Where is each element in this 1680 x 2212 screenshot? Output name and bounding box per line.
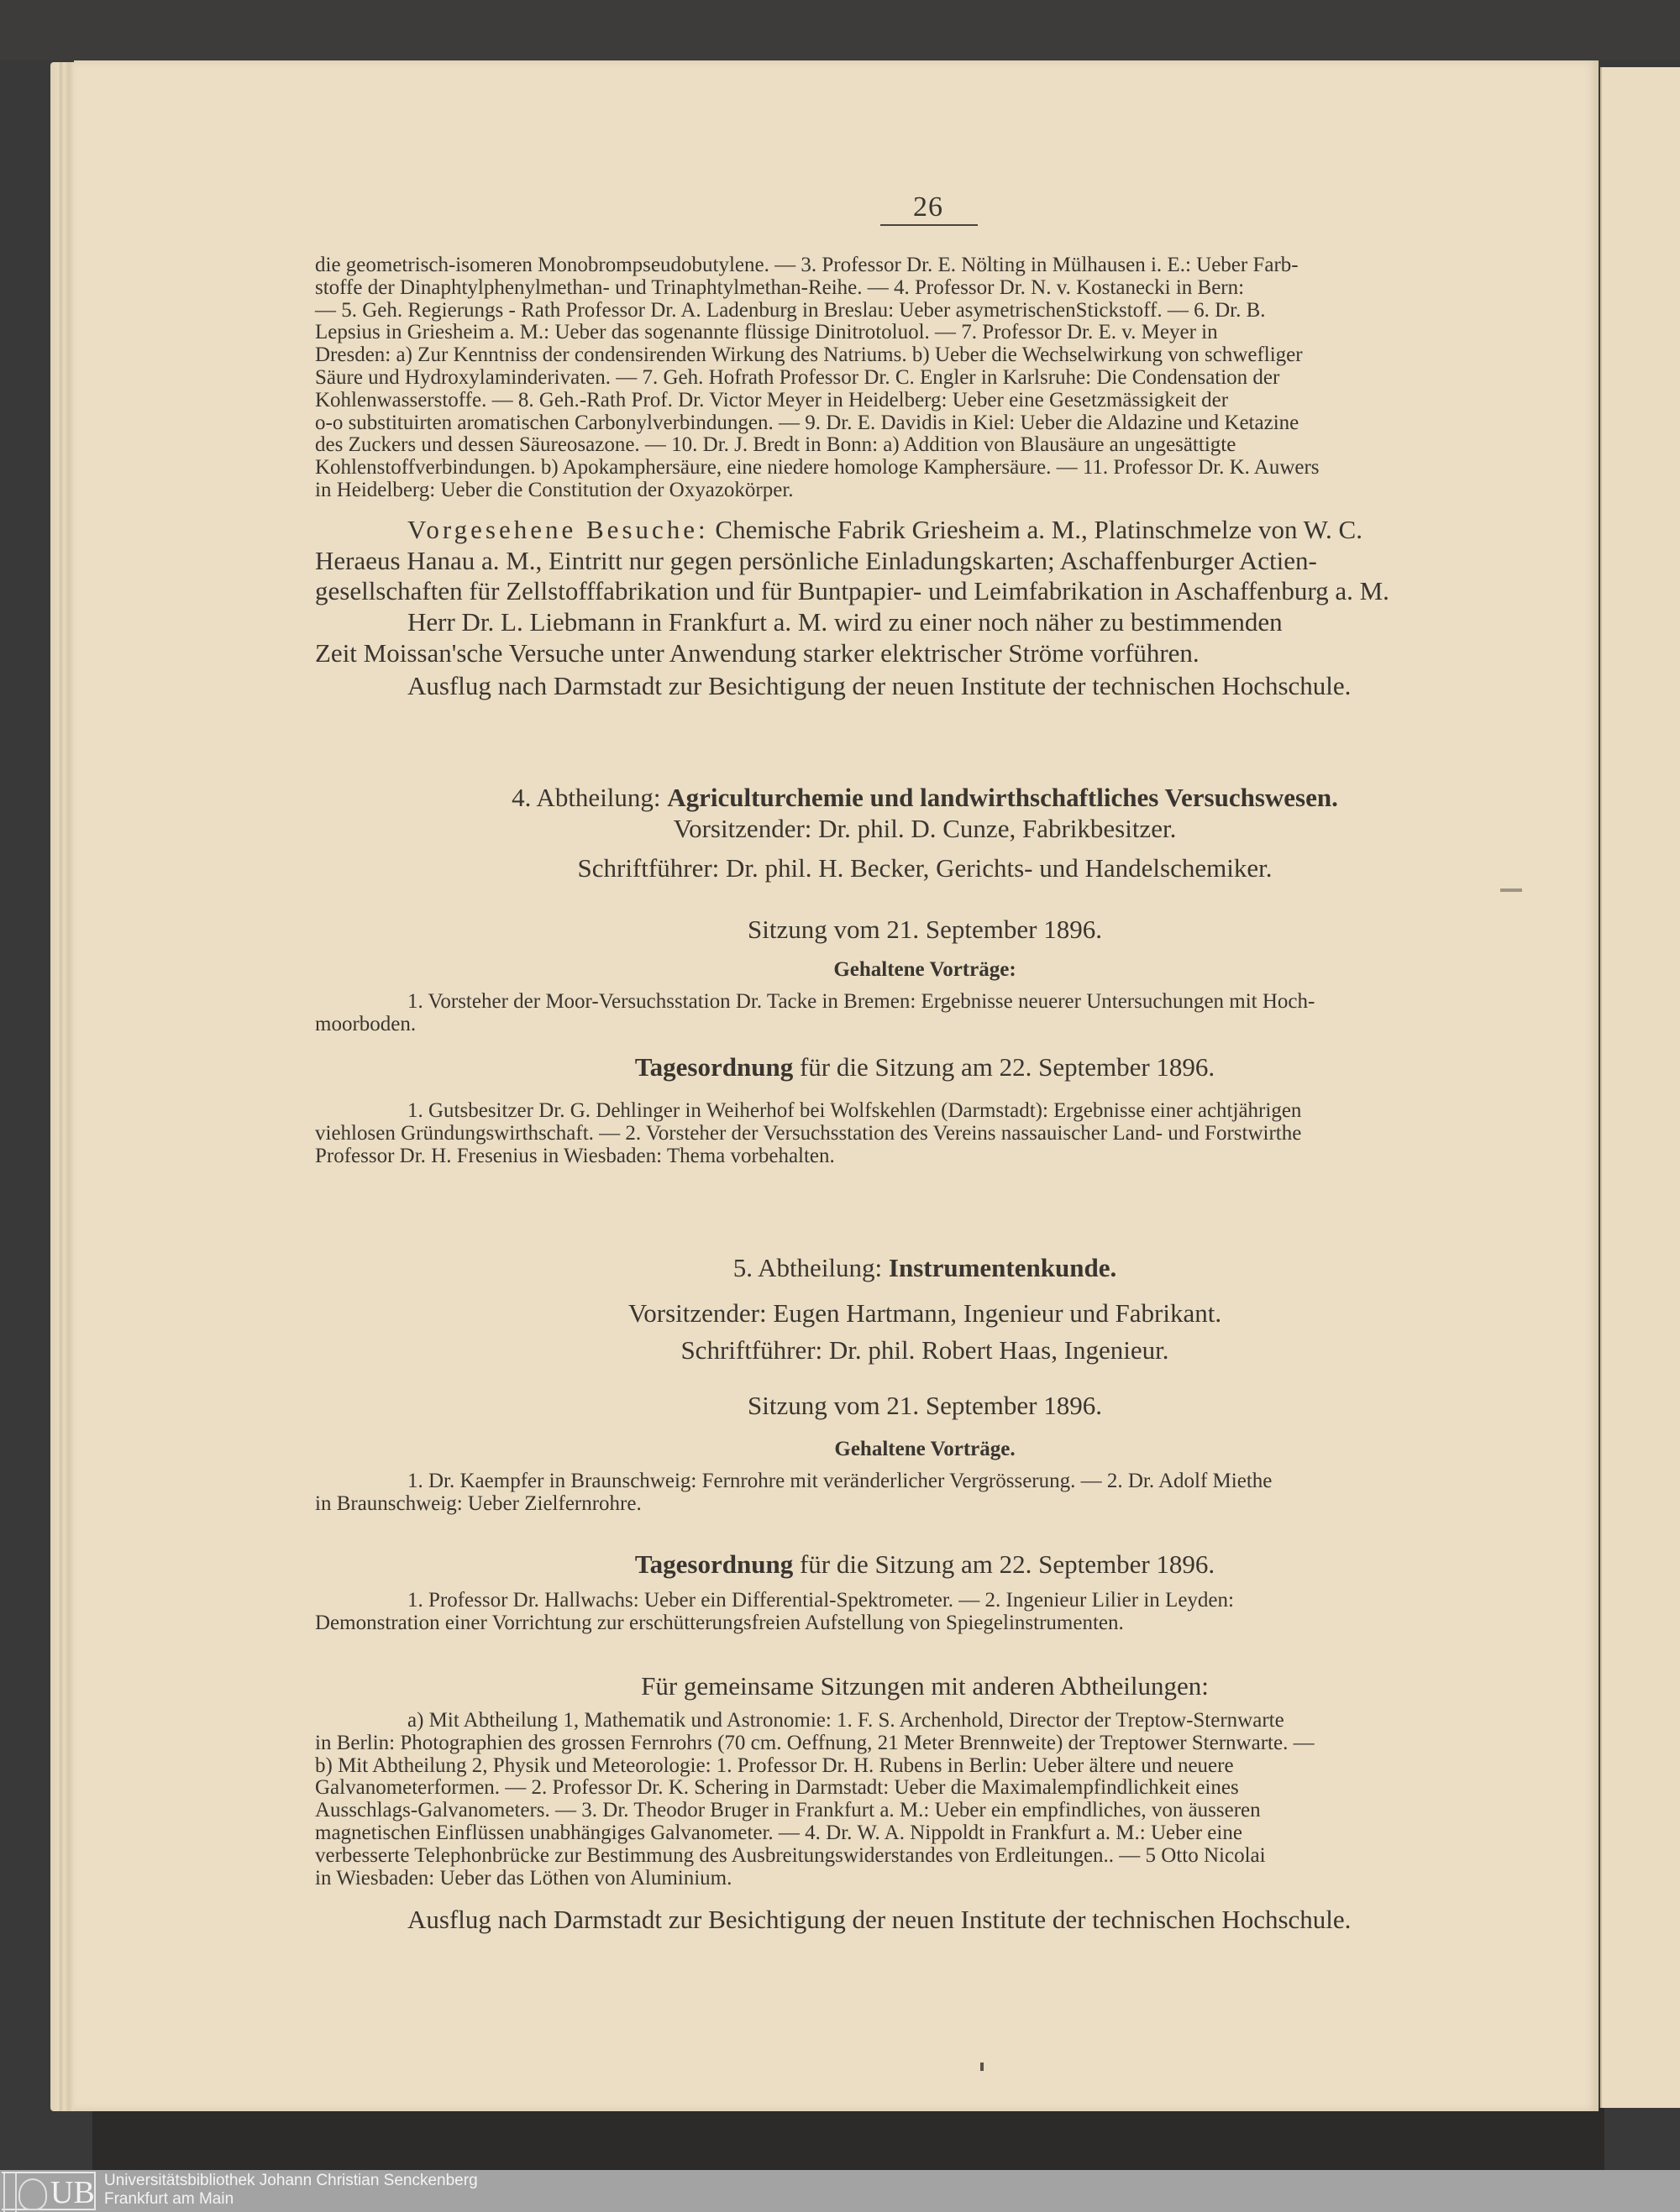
- text-line: Zeit Moissan'sche Versuche unter Anwendung starker elektrischer Ströme vorführen.: [315, 637, 1200, 668]
- text-line: Lepsius in Griesheim a. M.: Ueber das sogenannte flüssige Dinitrotoluol. — 7. Professor Dr. E. v. Meyer in: [315, 321, 1218, 344]
- text-line: die geometrisch-isomeren Monobrompseudobutylene. — 3. Professor Dr. E. Nölting in Mülhausen i. E.: Ueber Farb-: [315, 254, 1299, 276]
- text-line: Demonstration einer Vorrichtung zur erschütterungsfreien Aufstellung von Spiegelinstrumenten.: [315, 1611, 1124, 1634]
- library-logo: [2, 2172, 96, 2210]
- page-number: 26: [913, 191, 943, 223]
- text-line: 1. Vorsteher der Moor-Versuchsstation Dr. Tacke in Bremen: Ergebnisse neuerer Untersuchungen mit Hoch-: [407, 990, 1315, 1013]
- text-line: stoffe der Dinaphtylphenylmethan- und Trinaphtylmethan-Reihe. — 4. Professor Dr. N. v. Kostanecki in Bern:: [315, 275, 1245, 299]
- text-line: des Zuckers und dessen Säureosazone. — 10. Dr. J. Bredt in Bonn: a) Addition von Blausäure an ungesättigte: [315, 433, 1236, 457]
- page-shadow: [92, 2108, 1604, 2175]
- section4-heading: 4. Abtheilung: Agriculturchemie und landwirthschaftliches Versuchswesen.: [512, 783, 1338, 812]
- text-line: Kohlenstoffverbindungen. b) Apokamphersäure, eine niedere homologe Kamphersäure. — 11. Professor Dr. K. Auwers: [315, 456, 1320, 480]
- library-name-line2: Frankfurt am Main: [104, 2190, 234, 2208]
- section5-joint-heading: Für gemeinsame Sitzungen mit anderen Abtheilungen:: [641, 1671, 1209, 1701]
- text-line: Vorgesehene Besuche: Chemische Fabrik Griesheim a. M., Platinschmelze von W. C.: [407, 515, 1362, 544]
- section5-title: Instrumentenkunde.: [888, 1253, 1117, 1282]
- text-line: Herr Dr. L. Liebmann in Frankfurt a. M. wird zu einer noch näher zu bestimmenden: [407, 607, 1283, 637]
- section5-secretary: Schriftführer: Dr. phil. Robert Haas, Ingenieur.: [680, 1335, 1169, 1365]
- section5-session-date: Sitzung vom 21. September 1896.: [748, 1391, 1102, 1420]
- section4-chair: Vorsitzender: Dr. phil. D. Cunze, Fabrikbesitzer.: [673, 814, 1177, 843]
- section5-joint-sessions: [315, 1710, 1535, 1890]
- ink-mark: [1500, 888, 1522, 892]
- text-line: Dresden: a) Zur Kenntniss der condensirenden Wirkung des Natriums. b) Ueber die Wechselwirkung von schwefliger: [315, 343, 1303, 367]
- text-line: b) Mit Abtheilung 2, Physik und Meteorologie: 1. Professor Dr. H. Rubens in Berlin: Ueber ältere und neuere: [315, 1753, 1234, 1777]
- page-number-rule: [880, 224, 978, 226]
- section5-talks-heading: Gehaltene Vorträge.: [834, 1438, 1016, 1460]
- section4-session-date: Sitzung vom 21. September 1896.: [748, 915, 1102, 944]
- section5-agenda: [315, 1590, 1535, 1635]
- text-line: Galvanometerformen. — 2. Professor Dr. K. Schering in Darmstadt: Ueber die Maximalempfindlichkeit eines: [315, 1776, 1239, 1800]
- text-line: in Wiesbaden: Ueber das Löthen von Aluminium.: [315, 1866, 732, 1890]
- text-line: Säure und Hydroxylaminderivaten. — 7. Geh. Hofrath Professor Dr. C. Engler in Karlsruhe: Die Condensation der: [315, 365, 1280, 389]
- section5-excursion: Ausflug nach Darmstadt zur Besichtigung der neuen Institute der technischen Hochschule.: [407, 1905, 1352, 1934]
- facing-page-edge: [1600, 67, 1680, 2108]
- text-line: viehlosen Gründungswirthschaft. — 2. Vorsteher der Versuchsstation des Vereins nassauischer Land- und Forstwirthe: [315, 1121, 1302, 1145]
- text-line: in Heidelberg: Ueber die Constitution der Oxyazokörper.: [315, 478, 794, 501]
- text-line: Kohlenwasserstoffe. — 8. Geh.-Rath Prof. Dr. Victor Meyer in Heidelberg: Ueber eine Gesetzmässigkeit der: [315, 388, 1229, 411]
- text-line: Heraeus Hanau a. M., Eintritt nur gegen persönliche Einladungskarten; Aschaffenburger Actien-: [315, 545, 1317, 575]
- excursion-line: Ausflug nach Darmstadt zur Besichtigung der neuen Institute der technischen Hochschule.: [407, 671, 1352, 700]
- section4-talks-heading: Gehaltene Vorträge:: [833, 958, 1016, 981]
- continuation-paragraph: [315, 254, 1535, 502]
- liebmann-paragraph: [315, 607, 1535, 668]
- library-footer: [0, 2170, 1680, 2212]
- text-line: moorboden.: [315, 1012, 417, 1035]
- section4-talks: [315, 991, 1535, 1036]
- text-line: 1. Dr. Kaempfer in Braunschweig: Fernrohre mit veränderlicher Vergrösserung. — 2. Dr. Adolf Miethe: [407, 1470, 1273, 1492]
- text-line: o-o substituirten aromatischen Carbonylverbindungen. — 9. Dr. E. Davidis in Kiel: Ueber die Aldazine und Ketazine: [315, 411, 1299, 434]
- text-line: Professor Dr. H. Fresenius in Wiesbaden: Thema vorbehalten.: [315, 1144, 835, 1167]
- visits-label: Vorgesehene Besuche:: [407, 515, 709, 544]
- library-name: [104, 2172, 478, 2209]
- text-line: 1. Professor Dr. Hallwachs: Ueber ein Differential-Spektrometer. — 2. Ingenieur Lilier in Leyden:: [407, 1589, 1234, 1612]
- section5-heading: 5. Abtheilung: Instrumentenkunde.: [732, 1253, 1117, 1282]
- logo-text: UB: [50, 2175, 95, 2210]
- visits-paragraph: [315, 515, 1535, 607]
- section4-title: Agriculturchemie und landwirthschaftliches Versuchswesen.: [667, 783, 1338, 812]
- section5-chair: Vorsitzender: Eugen Hartmann, Ingenieur und Fabrikant.: [627, 1298, 1222, 1328]
- text-line: in Berlin: Photographien des grossen Fernrohrs (70 cm. Oeffnung, 21 Meter Brennweite) der Treptower Sternwarte. —: [315, 1731, 1315, 1754]
- ink-dot: [980, 2063, 984, 2071]
- text-line: verbesserte Telephonbrücke zur Bestimmung des Ausbreitungswiderstandes von Erdleitungen.. — 5 Otto Nicolai: [315, 1843, 1266, 1867]
- section5-agenda-heading: Tagesordnung für die Sitzung am 22. September 1896.: [634, 1549, 1215, 1579]
- section4-secretary: Schriftführer: Dr. phil. H. Becker, Gerichts- und Handelschemiker.: [577, 853, 1273, 883]
- text-line: Ausschlags-Galvanometers. — 3. Dr. Theodor Bruger in Frankfurt a. M.: Ueber ein empfindliches, von äusseren: [315, 1799, 1261, 1822]
- scan-background-top: [0, 0, 1680, 60]
- text-line: a) Mit Abtheilung 1, Mathematik und Astronomie: 1. F. S. Archenhold, Director der Treptow-Sternwarte: [407, 1709, 1284, 1732]
- books-icon: [3, 2173, 17, 2212]
- section4-agenda-heading: Tagesordnung für die Sitzung am 22. September 1896.: [634, 1052, 1215, 1082]
- portrait-bust-icon: [18, 2178, 47, 2210]
- section5-talks: [315, 1470, 1535, 1516]
- library-name-line1: Universitätsbibliothek Johann Christian Senckenberg: [104, 2172, 478, 2189]
- section4-agenda: [315, 1100, 1535, 1167]
- text-line: in Braunschweig: Ueber Zielfernrohre.: [315, 1491, 642, 1515]
- text-line: — 5. Geh. Regierungs - Rath Professor Dr. A. Ladenburg in Breslau: Ueber asymetrischenStickstoff. — 6. Dr. B.: [315, 298, 1266, 322]
- text-line: magnetischen Einflüssen unabhängiges Galvanometer. — 4. Dr. W. A. Nippoldt in Frankfurt a. M.: Ueber eine: [315, 1821, 1242, 1844]
- text-line: 1. Gutsbesitzer Dr. G. Dehlinger in Weiherhof bei Wolfskehlen (Darmstadt): Ergebnisse einer achtjährigen: [407, 1099, 1302, 1122]
- text-line: gesellschaften für Zellstofffabrikation und für Buntpapier- und Leimfabrikation in Aschaffenburg a. M.: [315, 576, 1389, 605]
